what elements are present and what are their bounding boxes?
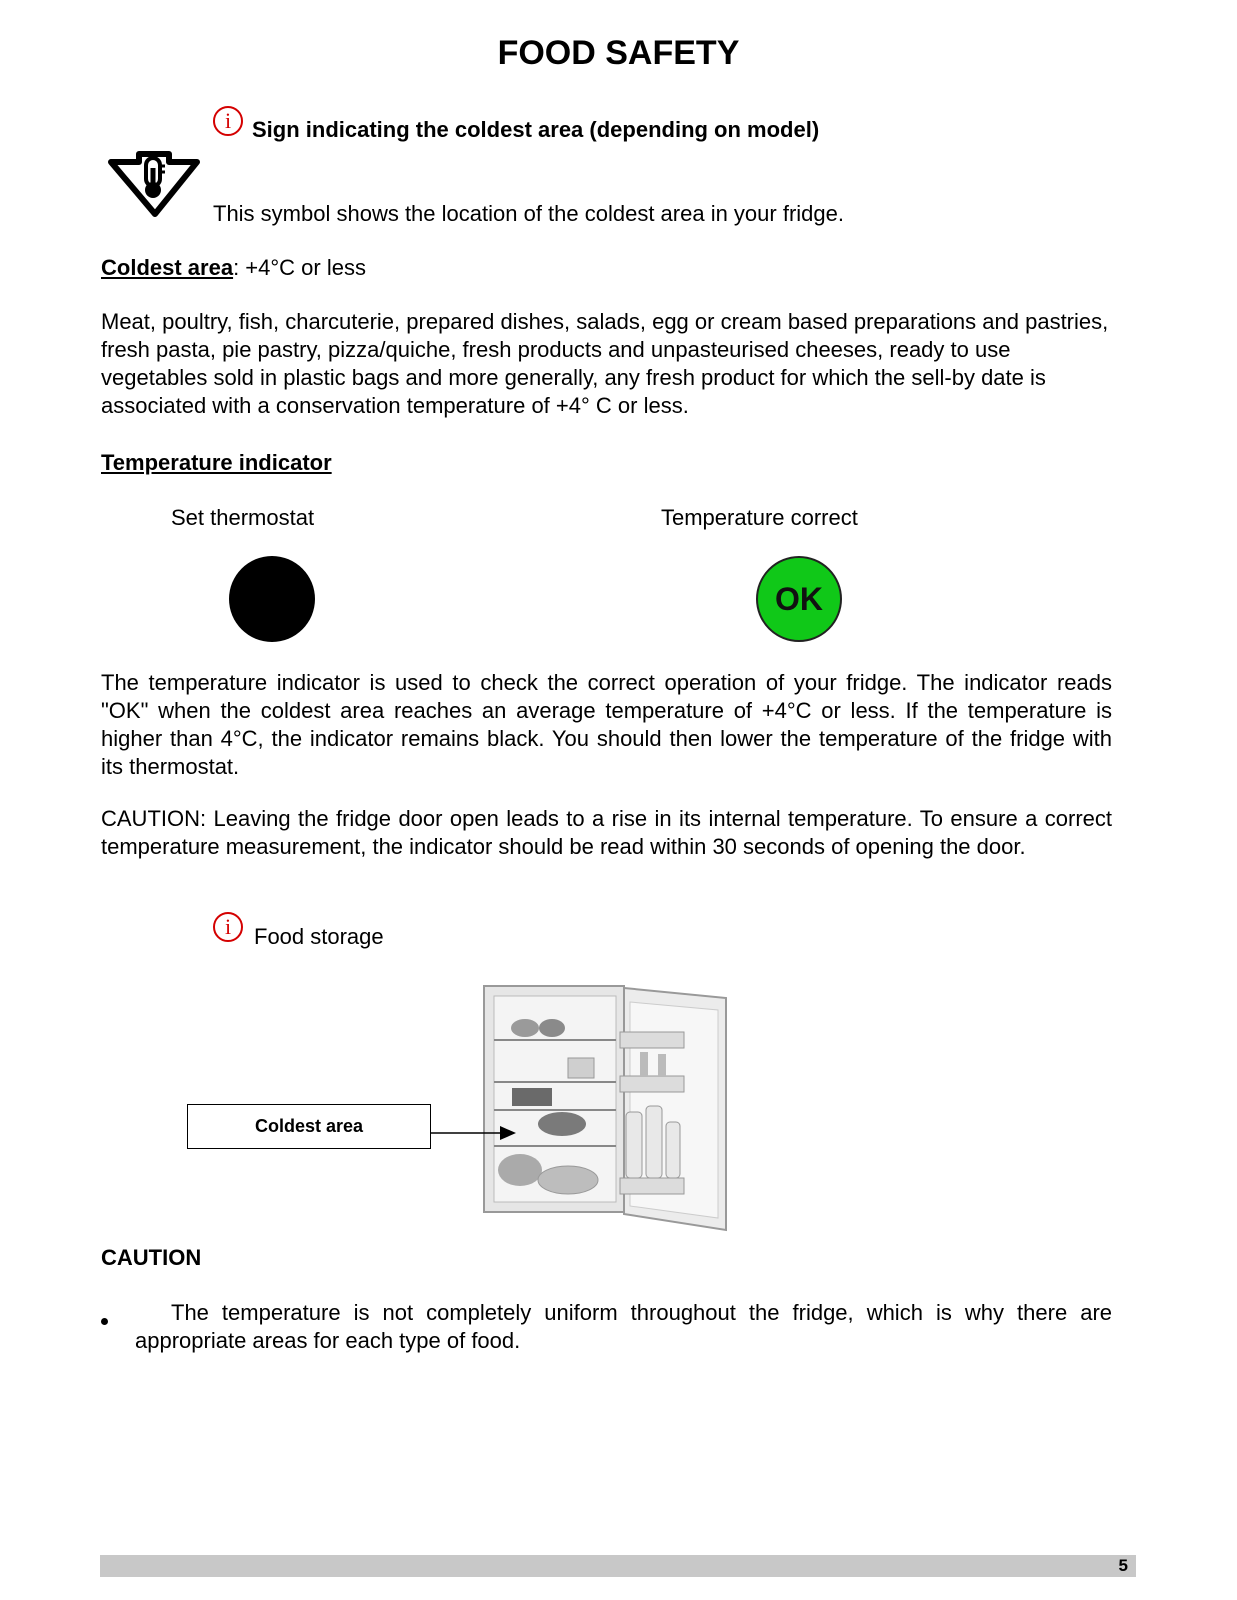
info-icon: i: [213, 912, 243, 942]
coldest-area-line: [101, 254, 366, 282]
indicator-black-circle: [229, 556, 315, 642]
footer-bar: [100, 1555, 1136, 1577]
fridge-illustration: [480, 982, 732, 1234]
caution-bullet-text: The temperature is not completely uniform throughout the fridge, which is why there are appropriate areas for each type of food.: [135, 1300, 1112, 1353]
temperature-indicator-heading: Temperature indicator: [101, 450, 332, 475]
food-storage-heading: Food storage: [254, 924, 384, 949]
coldest-area-value: : +4°C or less: [233, 255, 366, 280]
indicator-ok-circle: OK: [756, 556, 842, 642]
coldest-area-label: Coldest area: [101, 255, 234, 280]
caution-heading: CAUTION: [101, 1245, 202, 1270]
callout-arrow-icon: [430, 1120, 520, 1144]
bullet-dot: [101, 1318, 108, 1325]
coldest-area-callout: Coldest area: [187, 1104, 431, 1149]
indicator-paragraph: The temperature indicator is used to check the correct operation of your fridge. The indicator reads "OK" when the coldest area reaches an average temperature of +4°C or less. If the temperature is higher than 4°C, the indicator remains black. You should then lower the temperature of the fridge with its thermostat.: [101, 670, 1112, 779]
temperature-correct-label: Temperature correct: [661, 505, 858, 530]
set-thermostat-label: Set thermostat: [171, 505, 315, 530]
info-icon: i: [213, 106, 243, 136]
coldest-sign-heading: Sign indicating the coldest area (depending on model): [252, 117, 820, 142]
coldest-area-symbol-icon: [103, 150, 203, 220]
page-number: 5: [1118, 1556, 1128, 1575]
door-caution-paragraph: CAUTION: Leaving the fridge door open leads to a rise in its internal temperature. To ensure a correct temperature measurement, the indicator should be read within 30 seconds of opening the door.: [101, 806, 1112, 859]
coldest-sign-description: This symbol shows the location of the coldest area in your fridge.: [213, 201, 844, 226]
page-title: FOOD SAFETY: [497, 34, 740, 72]
coldest-area-foods: Meat, poultry, fish, charcuterie, prepared dishes, salads, egg or cream based preparations and pastries, fresh pasta, pie pastry, pizza/quiche, fresh products and unpasteurised cheeses, ready to use vegetables sold in plastic bags and more generally, any fresh product for which the sell-by date is associated with a conservation temperature of +4° C or less.: [101, 309, 1109, 418]
